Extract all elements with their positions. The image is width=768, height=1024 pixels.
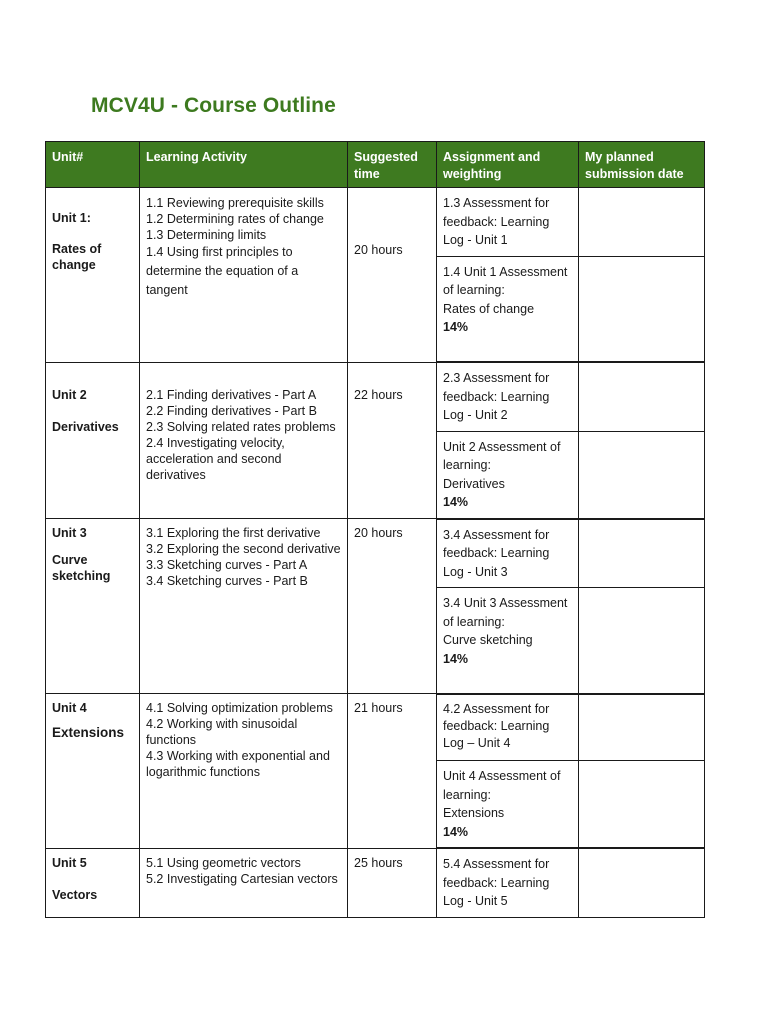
activity-cell	[140, 848, 348, 917]
activity-item: 5.2 Investigating Cartesian vectors	[146, 871, 338, 886]
activity-cell	[140, 694, 348, 849]
activity-item: 5.1 Using geometric vectors	[146, 855, 301, 870]
unit-cell	[46, 694, 140, 849]
submission-date-cell[interactable]	[579, 761, 705, 849]
table-row	[46, 694, 705, 761]
feedback-cell: 5.4 Assessment for feedback: Learning Log - Unit 5	[437, 848, 579, 917]
assessment-cell	[437, 761, 579, 849]
submission-date-cell[interactable]	[579, 431, 705, 519]
weighting: 14%	[443, 824, 469, 839]
activity-cell	[140, 188, 348, 363]
assessment-text: Unit 2 Assessment of learning:	[443, 439, 561, 472]
assessment-cell	[437, 588, 579, 694]
time-cell: 21 hours	[348, 694, 437, 849]
course-outline-table	[45, 141, 705, 918]
submission-date-cell[interactable]	[579, 694, 705, 761]
assessment-topic: Derivatives	[443, 476, 505, 491]
activity-item: 1.4 Using first principles to determine the equation of a tangent	[146, 245, 299, 297]
submission-date-cell[interactable]	[579, 519, 705, 588]
time-cell: 20 hours	[348, 519, 437, 694]
unit-label: Derivatives	[52, 420, 119, 434]
unit-cell	[46, 848, 140, 917]
unit-cell	[46, 519, 140, 694]
unit-label: Extensions	[52, 724, 125, 740]
submission-date-cell[interactable]	[579, 362, 705, 431]
submission-date-cell[interactable]	[579, 188, 705, 257]
feedback-cell: 3.4 Assessment for feedback: Learning Log - Unit 3	[437, 519, 579, 588]
assessment-cell	[437, 431, 579, 519]
unit-cell	[46, 362, 140, 519]
assessment-cell	[437, 256, 579, 362]
unit-number: Unit 5	[52, 855, 87, 870]
unit-number: Unit 2	[52, 387, 87, 402]
activity-item: 1.2 Determining rates of change	[146, 212, 324, 226]
activity-cell	[140, 362, 348, 519]
feedback-cell: 1.3 Assessment for feedback: Learning Log - Unit 1	[437, 188, 579, 257]
header-time: Suggested time	[348, 142, 437, 188]
assessment-text: 1.4 Unit 1 Assessment of learning:	[443, 264, 568, 297]
table-row	[46, 362, 705, 431]
header-activity: Learning Activity	[140, 142, 348, 188]
page-title: MCV4U - Course Outline	[91, 94, 336, 117]
header-assignment: Assignment and weighting	[437, 142, 579, 188]
assessment-text: 3.4 Unit 3 Assessment of learning:	[443, 596, 568, 629]
unit-label: Rates of change	[52, 241, 102, 272]
feedback-cell: 4.2 Assessment for feedback: Learning Log – Unit 4	[437, 694, 579, 761]
activity-item: 2.4 Investigating velocity, acceleration and second derivatives	[146, 435, 285, 482]
table-row	[46, 848, 705, 917]
activity-item: 4.2 Working with sinusoidal functions	[146, 717, 298, 747]
unit-number: Unit 3	[52, 526, 87, 540]
unit-cell	[46, 188, 140, 363]
activity-item: 4.1 Solving optimization problems	[146, 701, 333, 715]
time-cell: 20 hours	[348, 188, 437, 363]
assessment-topic: Rates of change	[443, 301, 535, 316]
unit-label: Vectors	[52, 888, 98, 902]
unit-number: Unit 1:	[52, 211, 91, 225]
activity-item: 3.4 Sketching curves - Part B	[146, 574, 308, 588]
activity-cell	[140, 519, 348, 694]
assessment-topic: Extensions	[443, 806, 505, 820]
submission-date-cell[interactable]	[579, 256, 705, 362]
submission-date-cell[interactable]	[579, 588, 705, 694]
activity-item: 3.3 Sketching curves - Part A	[146, 558, 308, 572]
weighting: 14%	[443, 495, 469, 509]
unit-label: Curve sketching	[52, 552, 111, 583]
assessment-text: Unit 4 Assessment of learning:	[443, 769, 561, 802]
table-row	[46, 519, 705, 588]
submission-date-cell[interactable]	[579, 848, 705, 917]
activity-item: 4.3 Working with exponential and logarithmic functions	[146, 749, 330, 779]
activity-item: 1.3 Determining limits	[146, 228, 267, 242]
time-cell: 22 hours	[348, 362, 437, 519]
activity-item: 2.2 Finding derivatives - Part B	[146, 403, 317, 418]
activity-item: 2.1 Finding derivatives - Part A	[146, 387, 317, 402]
header-submission: My planned submission date	[579, 142, 705, 188]
unit-number: Unit 4	[52, 701, 87, 715]
weighting: 14%	[443, 651, 469, 666]
time-cell: 25 hours	[348, 848, 437, 917]
feedback-cell: 2.3 Assessment for feedback: Learning Log - Unit 2	[437, 362, 579, 431]
activity-item: 3.2 Exploring the second derivative	[146, 542, 341, 556]
assessment-topic: Curve sketching	[443, 633, 533, 647]
table-row	[46, 188, 705, 257]
weighting: 14%	[443, 320, 469, 334]
header-unit: Unit#	[46, 142, 140, 188]
activity-item: 3.1 Exploring the first derivative	[146, 526, 321, 540]
activity-item: 2.3 Solving related rates problems	[146, 419, 336, 434]
activity-item: 1.1 Reviewing prerequisite skills	[146, 196, 324, 210]
table-header-row	[46, 142, 705, 188]
